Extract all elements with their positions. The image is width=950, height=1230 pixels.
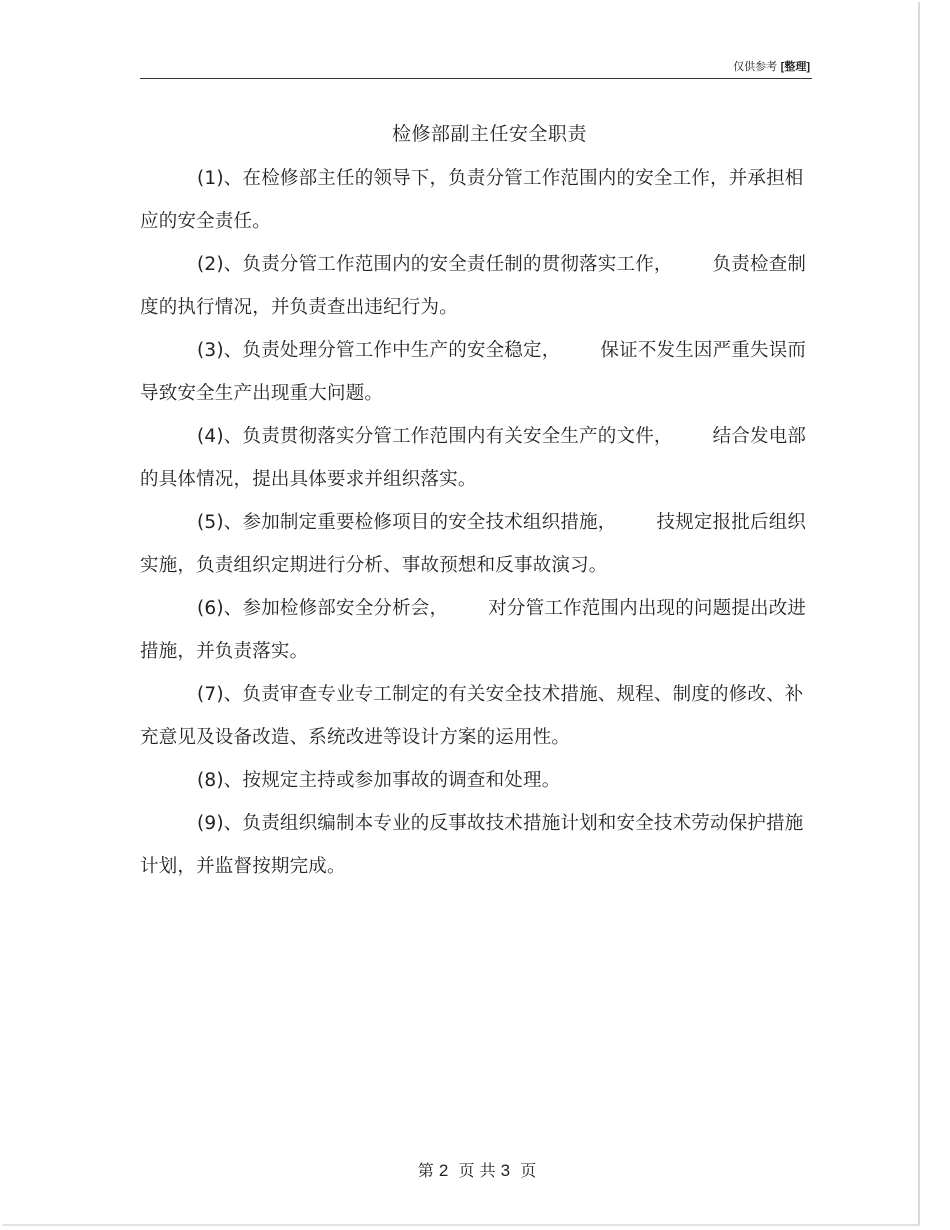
footer-mid: 页 共 xyxy=(458,1161,496,1180)
footer-total-pages: 3 xyxy=(500,1161,511,1180)
paragraph-5-text-b: 技规定报批后组织实施，负责组织定期进行分析、事故预想和反事故演习。 xyxy=(140,512,807,576)
paragraph-2-text-a: (2)、负责分管工作范围内的安全责任制的贯彻落实工作， xyxy=(197,254,673,275)
document-page xyxy=(2,2,920,1226)
paragraph-6-text-a: (6)、参加检修部安全分析会， xyxy=(197,598,449,619)
paragraph-4-text-b: 结合发电部的具体情况，提出具体要求并组织落实。 xyxy=(140,426,807,490)
paragraph-5 xyxy=(140,501,810,587)
footer-page-number: 2 xyxy=(438,1161,449,1180)
paragraph-3-text-a: (3)、负责处理分管工作中生产的安全稳定， xyxy=(197,340,561,361)
paragraph-7-text: (7)、负责审查专业专工制定的有关安全技术措施、规程、制度的修改、补充意见及设备改造、系统改进等设计方案的运用性。 xyxy=(140,684,804,748)
document-body xyxy=(140,157,810,888)
paragraph-1-text: (1)、在检修部主任的领导下，负责分管工作范围内的安全工作，并承担相应的安全责任。 xyxy=(140,168,804,232)
header-note-text: 仅供参考 xyxy=(733,60,778,73)
header-rule xyxy=(140,78,812,79)
header-note xyxy=(733,58,810,74)
paragraph-3 xyxy=(140,329,810,415)
paragraph-1 xyxy=(140,157,810,243)
footer-suffix: 页 xyxy=(520,1161,537,1180)
paragraph-5-text-a: (5)、参加制定重要检修项目的安全技术组织措施， xyxy=(197,512,617,533)
paragraph-8 xyxy=(140,759,810,802)
paragraph-6-text-b: 对分管工作范围内出现的问题提出改进措施，并负责落实。 xyxy=(140,598,807,662)
footer-prefix: 第 xyxy=(417,1161,434,1180)
paragraph-4-text-a: (4)、负责贯彻落实分管工作范围内有关安全生产的文件， xyxy=(197,426,673,447)
page-footer xyxy=(2,1158,950,1181)
paragraph-6 xyxy=(140,587,810,673)
paragraph-4 xyxy=(140,415,810,501)
paragraph-8-text: (8)、按规定主持或参加事故的调查和处理。 xyxy=(197,770,561,791)
paragraph-3-text-b: 保证不发生因严重失误而导致安全生产出现重大问题。 xyxy=(140,340,807,404)
paragraph-2-text-b: 负责检查制度的执行情况，并负责查出违纪行为。 xyxy=(140,254,807,318)
header-tag: [整理] xyxy=(780,61,810,73)
paragraph-9 xyxy=(140,802,810,888)
paragraph-2 xyxy=(140,243,810,329)
paragraph-7 xyxy=(140,673,810,759)
paragraph-9-text: (9)、负责组织编制本专业的反事故技术措施计划和安全技术劳动保护措施计划，并监督按期完成。 xyxy=(140,813,804,877)
document-title: 检修部副主任安全职责 xyxy=(391,123,587,145)
